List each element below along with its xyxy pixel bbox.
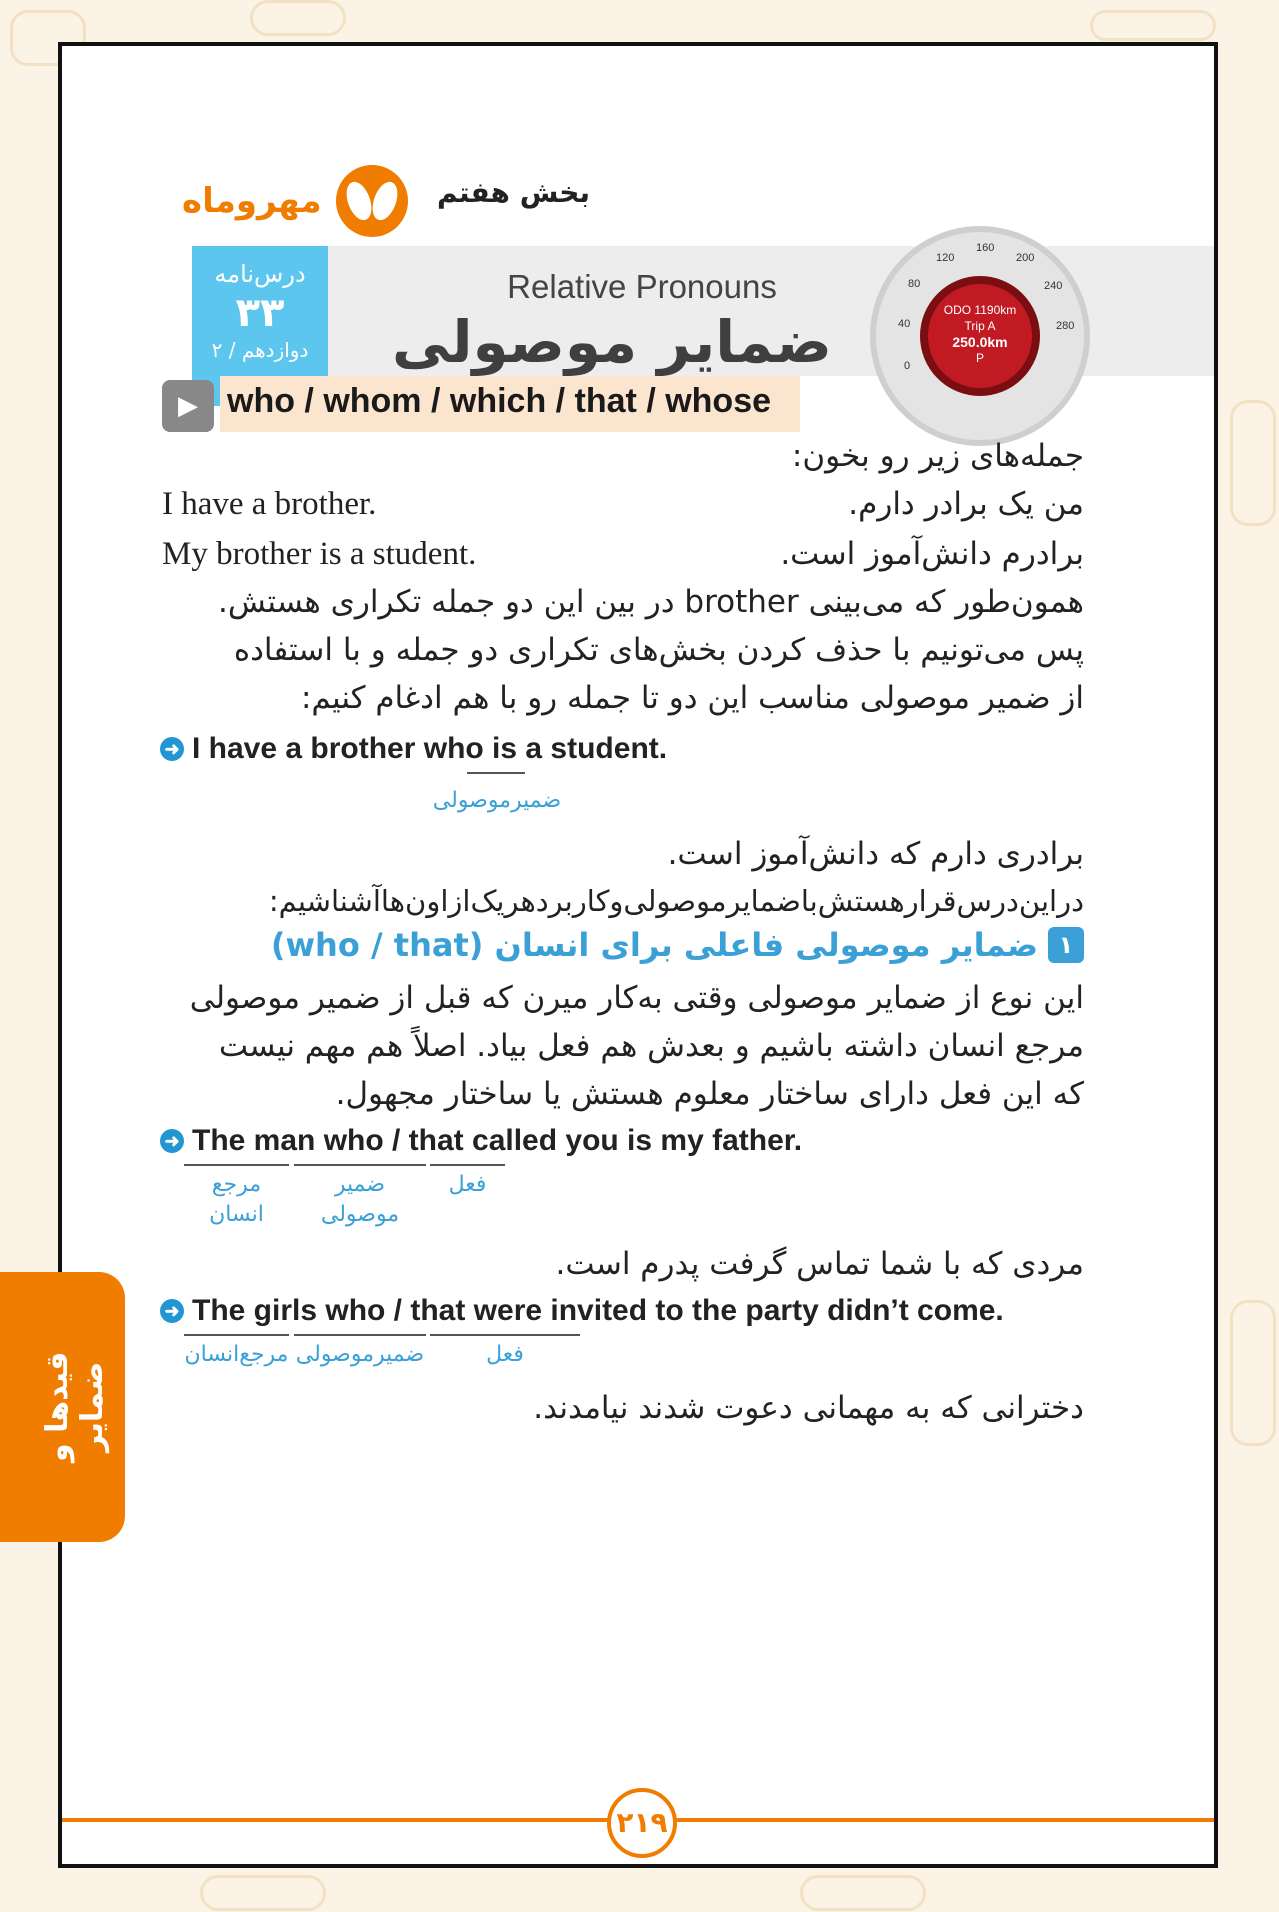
explanation-line: از ضمیر موصولی مناسب این دو تا جمله رو با هم ادغام کنیم:: [300, 680, 1084, 716]
butterfly-logo-icon: [336, 165, 408, 237]
topic-heading: who / whom / which / that / whose: [227, 382, 772, 420]
background-doodle: [1230, 400, 1276, 526]
gauge-odo: ODO 1190km: [943, 303, 1017, 317]
background-doodle: [250, 0, 346, 36]
body-line: که این فعل دارای ساختار معلوم هستش یا ساختار مجهول.: [335, 1076, 1084, 1112]
gauge-tick: 200: [1016, 252, 1035, 264]
body-line: مرجع انسان داشته باشیم و بعدش هم فعل بیاد. اصلاً هم مهم نیست: [218, 1028, 1084, 1064]
brand-name: مهروماه: [182, 181, 322, 221]
sentence-en: I have a brother.: [162, 486, 377, 522]
background-doodle: [800, 1875, 926, 1911]
annotation-note: فعل: [486, 1342, 524, 1367]
title-english: Relative Pronouns: [507, 268, 777, 305]
section-label: بخش هفتم: [437, 176, 590, 209]
brand-logo: [182, 166, 408, 236]
subsection-title: ضمایر موصولی فاعلی برای انسان (who / that): [270, 926, 1038, 964]
subsection-heading: [271, 926, 1084, 964]
background-doodle: [200, 1875, 326, 1911]
gauge-tick: 160: [976, 242, 995, 254]
lesson-number: ۳۳: [235, 290, 285, 336]
underline: [184, 1334, 289, 1336]
example-sentence: [160, 1294, 1004, 1328]
gauge-tick: 0: [904, 360, 911, 372]
page-number: ۲۱۹: [607, 1788, 677, 1858]
example-text: I have a brother who is a student.: [192, 732, 668, 765]
lesson-grade: دوازدهم / ۲: [211, 338, 309, 362]
underline: [294, 1164, 426, 1166]
underline: [467, 772, 525, 774]
intro-prompt: جمله‌های زیر رو بخون:: [791, 438, 1084, 474]
arrow-right-icon: ➜: [160, 1129, 184, 1153]
play-icon: ▶: [162, 380, 214, 432]
arrow-right-icon: ➜: [160, 1299, 184, 1323]
gauge-display: [920, 276, 1040, 396]
annotation-note: موصولی: [320, 1202, 400, 1227]
translation: برادری دارم که دانش‌آموز است.: [667, 836, 1084, 872]
background-doodle: [1230, 1300, 1276, 1446]
explanation-line: همون‌طور که می‌بینی brother در بین این دو جمله تکراری هستش.: [218, 584, 1084, 620]
sentence-fa: من یک برادر دارم.: [848, 486, 1084, 522]
annotation-note: ضمیرموصولی: [295, 1342, 425, 1367]
annotation-note: مرجع‌انسان: [184, 1342, 289, 1367]
underline: [430, 1334, 580, 1336]
example-text: The girls who / that were invited to the party didn’t come.: [192, 1294, 1004, 1327]
gauge-tick: 40: [898, 318, 911, 330]
translation: مردی که با شما تماس گرفت پدرم است.: [555, 1246, 1084, 1282]
gauge-tick: 240: [1044, 280, 1063, 292]
subsection-number: ۱: [1048, 927, 1084, 963]
explanation-line: پس می‌تونیم با حذف کردن بخش‌های تکراری دو جمله و با استفاده: [233, 632, 1084, 668]
title-persian: ضمایر موصولی: [392, 308, 832, 376]
gauge-distance: 250.0km: [952, 334, 1008, 350]
chapter-side-tab: [0, 1272, 125, 1542]
example-text: The man who / that called you is my father.: [192, 1124, 803, 1157]
annotation-note: انسان: [209, 1202, 264, 1227]
annotation-note: فعل: [448, 1172, 487, 1197]
underline: [294, 1334, 426, 1336]
underline: [184, 1164, 289, 1166]
sentence-en: My brother is a student.: [162, 536, 477, 572]
lesson-label: درس‌نامه: [214, 260, 306, 288]
gauge-gear: P: [975, 351, 984, 365]
gauge-tick: 120: [936, 252, 955, 264]
annotation-note: مرجع: [211, 1172, 262, 1197]
underline: [430, 1164, 505, 1166]
example-sentence: [160, 1124, 802, 1158]
annotation-note: ضمیرموصولی: [432, 788, 562, 813]
lesson-intro: دراین‌درس‌قرارهستش‌باضمایرموصولی‌وکاربردهریک‌ازاون‌هاآشناشیم:: [268, 884, 1084, 918]
gauge-tick: 80: [908, 278, 921, 290]
gauge-trip: Trip A: [964, 319, 996, 333]
book-page: [58, 42, 1218, 1868]
background-doodle: [1090, 10, 1216, 41]
example-sentence: [160, 732, 667, 766]
arrow-right-icon: ➜: [160, 737, 184, 761]
chapter-side-label: قیدها و ضمایر: [40, 1351, 110, 1463]
speedometer-icon: [870, 226, 1090, 446]
translation: دخترانی که به مهمانی دعوت شدند نیامدند.: [533, 1390, 1084, 1426]
sentence-fa: برادرم دانش‌آموز است.: [780, 536, 1084, 572]
annotation-note: ضمیر: [334, 1172, 386, 1197]
body-line: این نوع از ضمایر موصولی وقتی به‌کار میرن که قبل از ضمیر موصولی: [189, 980, 1084, 1016]
gauge-tick: 280: [1056, 320, 1075, 332]
